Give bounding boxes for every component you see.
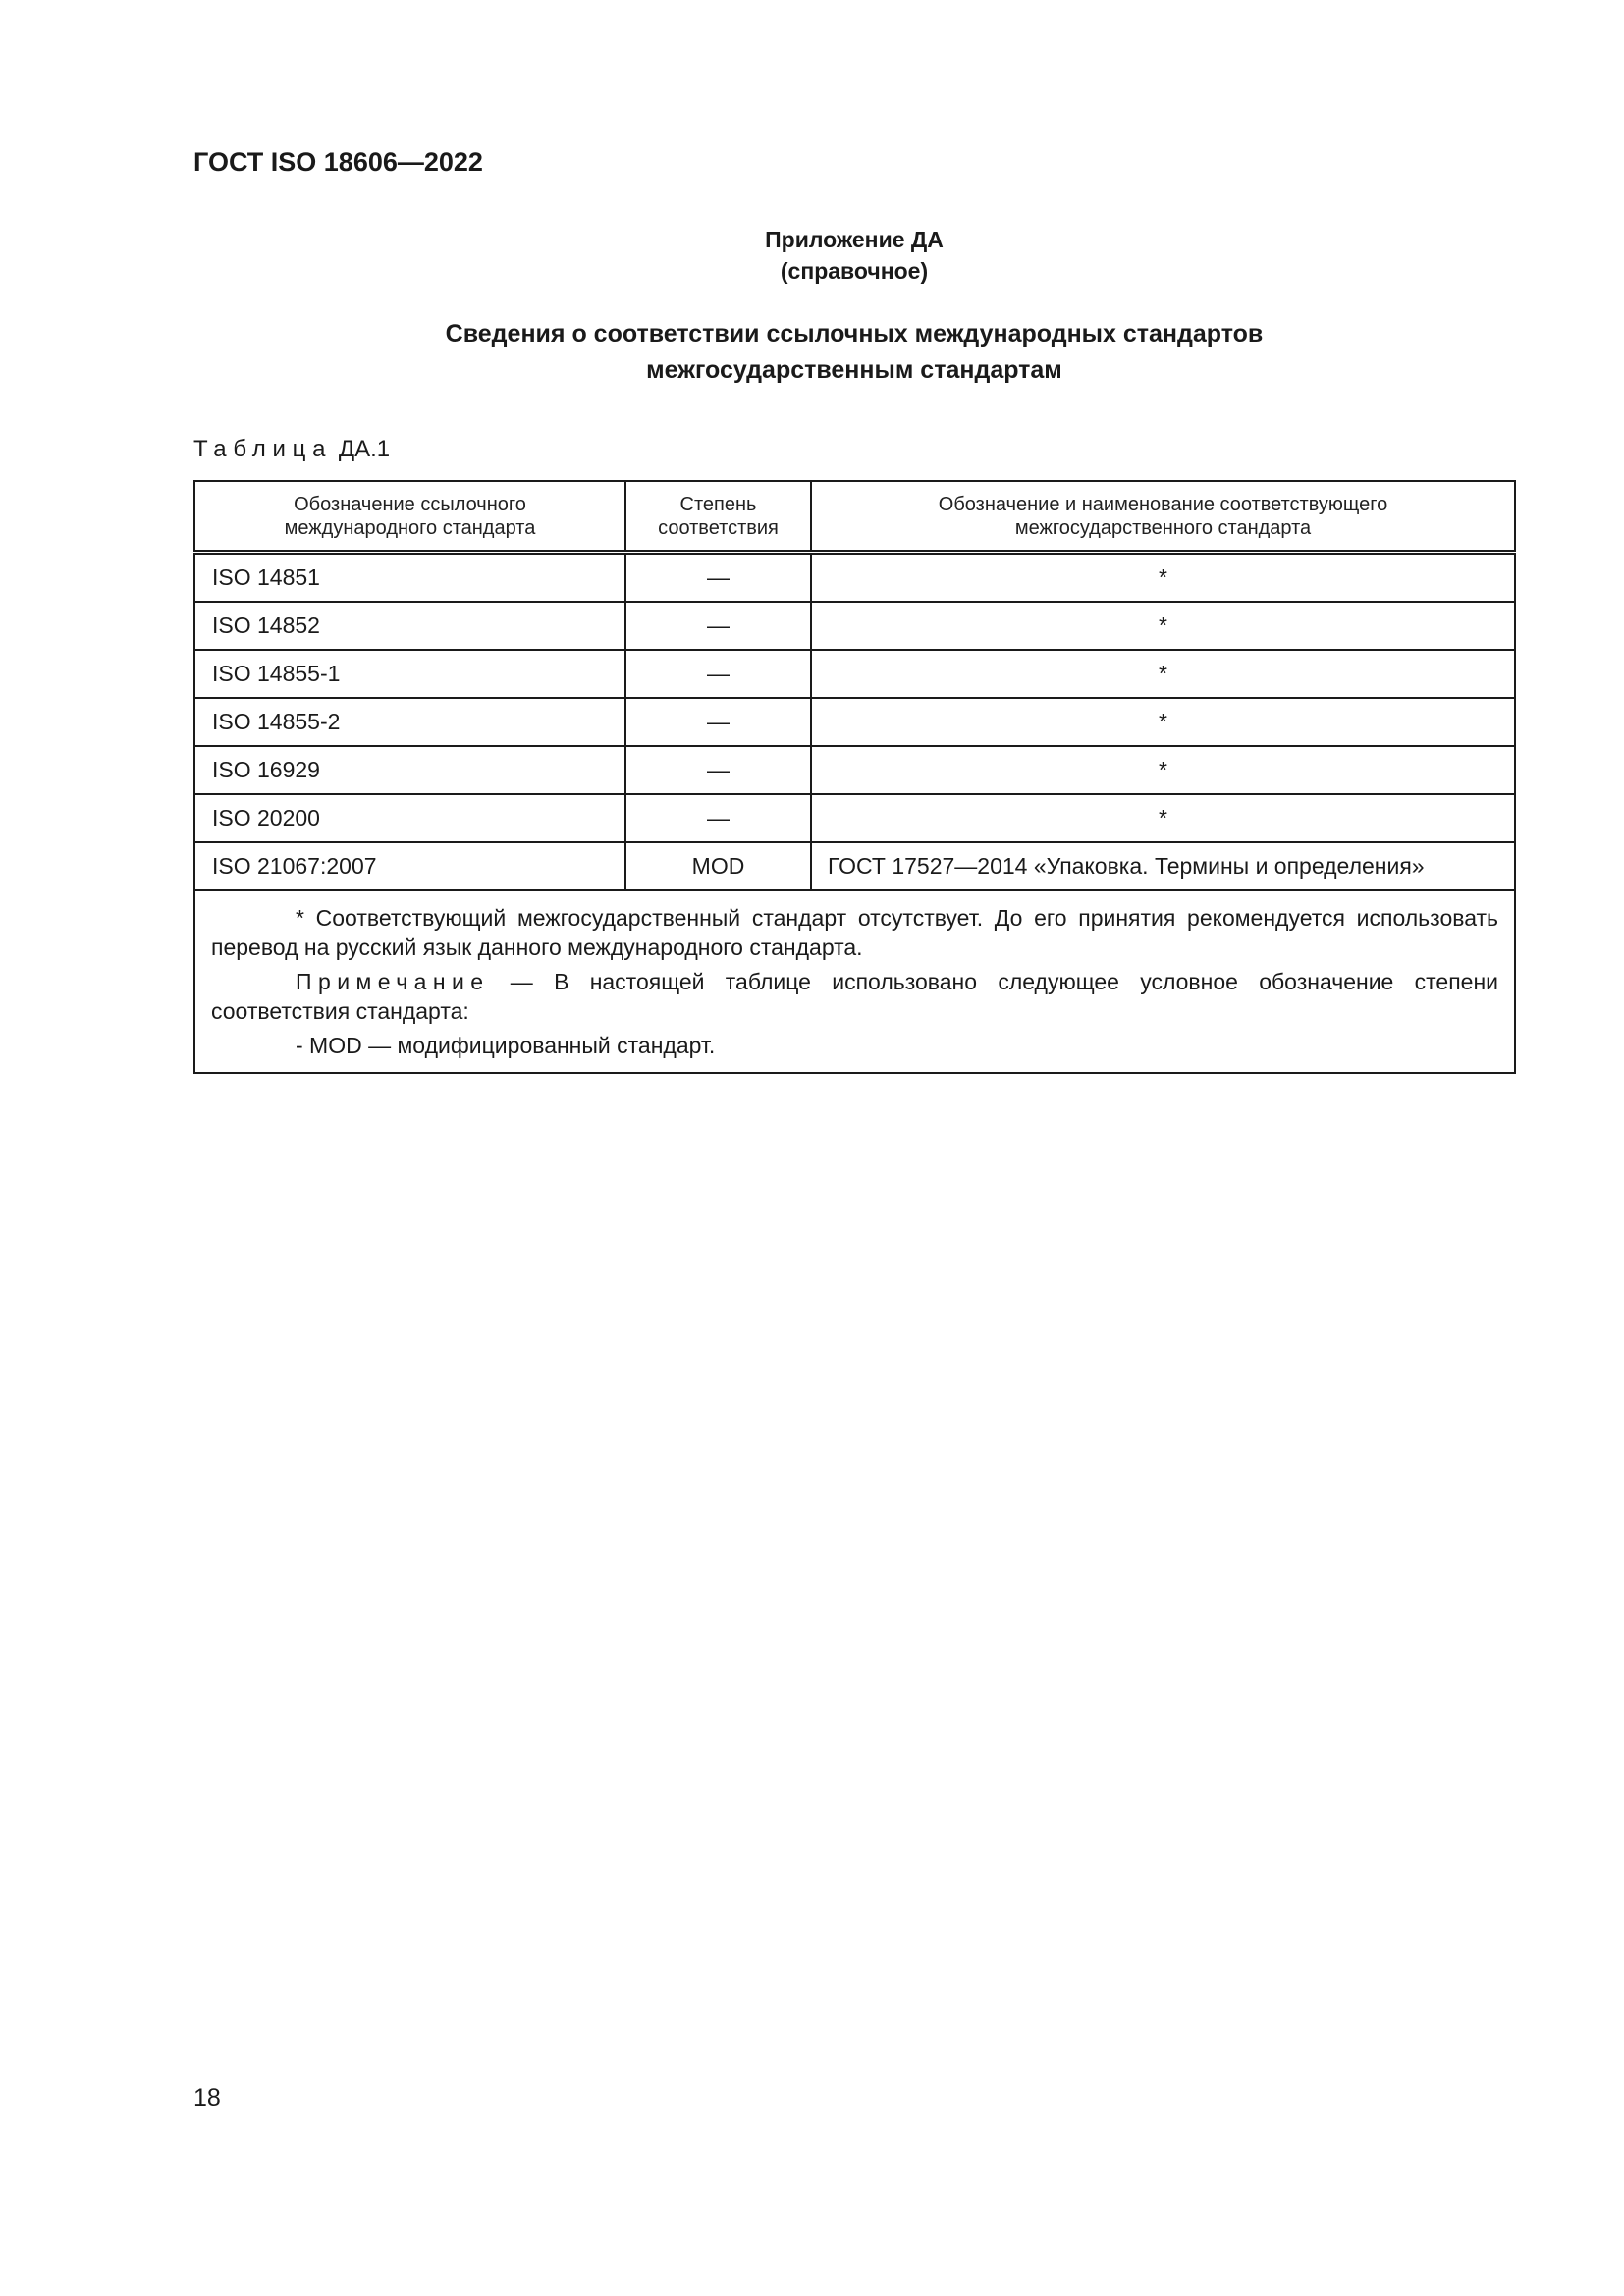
cell-degree: MOD xyxy=(625,842,811,890)
table-header-row xyxy=(194,481,1515,553)
cell-degree: — xyxy=(625,553,811,603)
cell-standard: ГОСТ 17527—2014 «Упаковка. Термины и определения» xyxy=(811,842,1515,890)
table-row xyxy=(194,794,1515,842)
cell-reference: ISO 14852 xyxy=(194,602,625,650)
heading-line-2: межгосударственным стандартам xyxy=(646,356,1062,384)
header-degree xyxy=(625,481,811,553)
cell-degree: — xyxy=(625,602,811,650)
table-row xyxy=(194,746,1515,794)
table-caption-number: ДА.1 xyxy=(338,436,391,462)
cell-standard: * xyxy=(811,794,1515,842)
table-notes-row xyxy=(194,890,1515,1073)
header-text: Обозначение ссылочного xyxy=(294,493,526,515)
cell-reference: ISO 20200 xyxy=(194,794,625,842)
header-interstate-standard xyxy=(811,481,1515,553)
table-row xyxy=(194,553,1515,603)
correspondence-table xyxy=(193,480,1516,1074)
cell-degree: — xyxy=(625,794,811,842)
header-text: межгосударственного стандарта xyxy=(1014,516,1312,539)
cell-standard: * xyxy=(811,650,1515,698)
page-number: 18 xyxy=(193,2084,221,2111)
table-row xyxy=(194,698,1515,746)
header-reference-standard xyxy=(194,481,625,553)
cell-reference: ISO 14851 xyxy=(194,553,625,603)
cell-standard: * xyxy=(811,698,1515,746)
document-code: ГОСТ ISO 18606—2022 xyxy=(193,147,483,177)
cell-standard: * xyxy=(811,746,1515,794)
table-row xyxy=(194,650,1515,698)
header-text: соответствия xyxy=(658,516,779,539)
cell-reference: ISO 21067:2007 xyxy=(194,842,625,890)
cell-reference: ISO 14855-2 xyxy=(194,698,625,746)
note-list-item: - MOD — модифицированный стандарт. xyxy=(296,1033,716,1058)
table-row xyxy=(194,602,1515,650)
cell-reference: ISO 14855-1 xyxy=(194,650,625,698)
cell-degree: — xyxy=(625,746,811,794)
note xyxy=(211,967,1498,1026)
header-text: Обозначение и наименование соответствующего xyxy=(938,493,1388,515)
note-label: Примечание xyxy=(296,969,490,994)
annex-subtitle: (справочное) xyxy=(780,258,929,284)
cell-reference: ISO 16929 xyxy=(194,746,625,794)
cell-standard: * xyxy=(811,602,1515,650)
header-text: международного стандарта xyxy=(284,516,536,539)
cell-degree: — xyxy=(625,698,811,746)
section-heading xyxy=(0,316,1624,389)
cell-standard: * xyxy=(811,553,1515,603)
table-caption xyxy=(193,436,390,463)
heading-line-1: Сведения о соответствии ссылочных международных стандартов xyxy=(445,320,1264,347)
header-text: Степень xyxy=(679,493,757,515)
cell-degree: — xyxy=(625,650,811,698)
table-row xyxy=(194,842,1515,890)
annex-title: Приложение ДА xyxy=(765,227,944,252)
table-notes xyxy=(194,890,1515,1073)
footnote: * Соответствующий межгосударственный стандарт отсутствует. До его принятия рекомендуется использовать перевод на русский язык данного международного стандарта. xyxy=(211,905,1498,960)
table-caption-label: Таблица xyxy=(193,436,333,462)
note-text: — В настоящей таблице использовано следующее условное обозначение степени соответствия стандарта: xyxy=(211,969,1498,1024)
